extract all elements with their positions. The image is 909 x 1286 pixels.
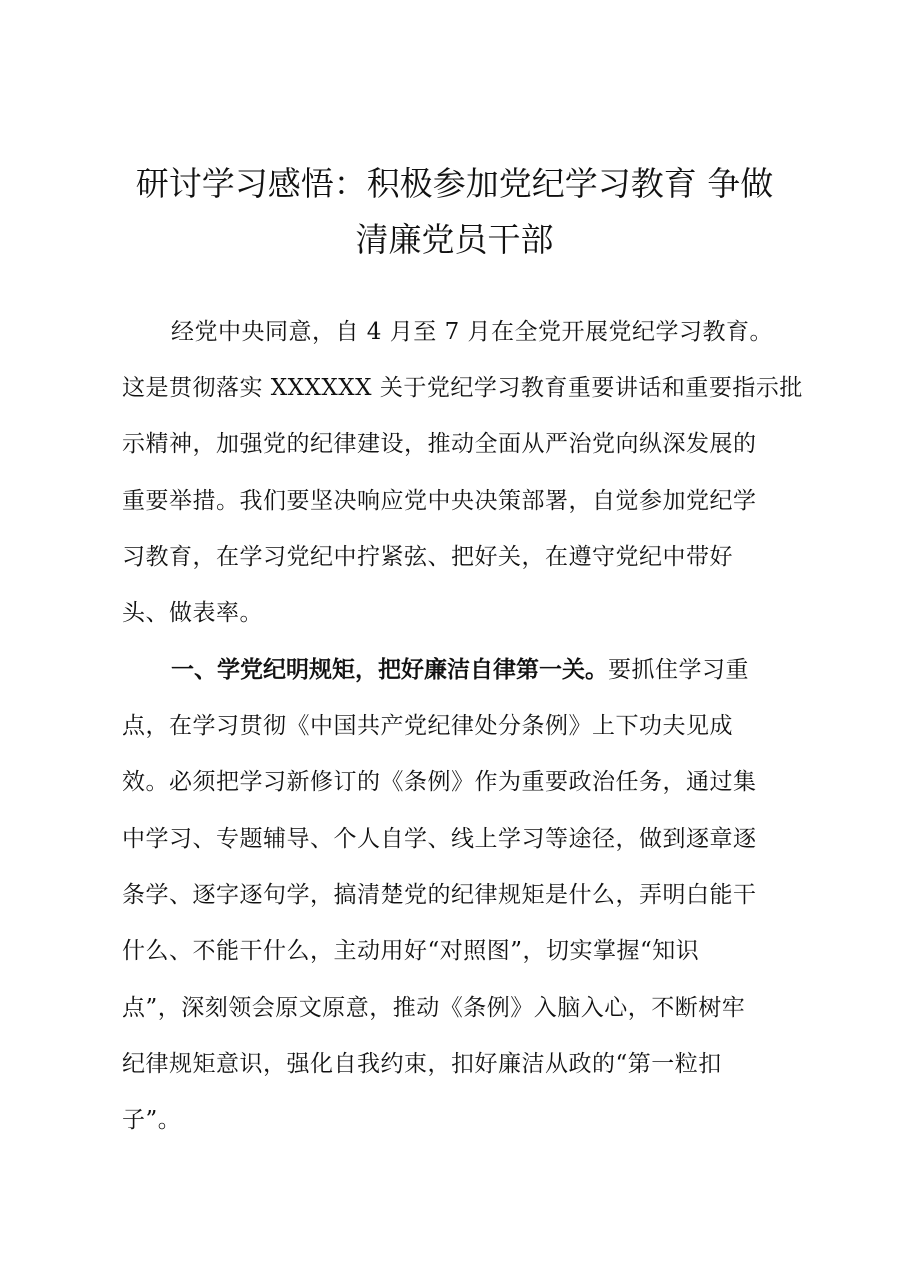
document-title-line-2: 清廉党员干部 — [355, 220, 554, 259]
paragraph-1-line-2: 这是贯彻落实 XXXXXX 关于党纪学习教育重要讲话和重要指示批 — [122, 375, 803, 401]
paragraph-2-line-1-rest: 要抓住学习重 — [608, 657, 749, 683]
paragraph-1-line-1: 经党中央同意，自 4 月至 7 月在全党开展党纪学习教育。 — [171, 319, 774, 345]
paragraph-2-line-6: 什么、不能干什么，主动用好“对照图”，切实掌握“知识 — [122, 938, 700, 964]
paragraph-1-line-4: 重要举措。我们要坚决响应党中央决策部署，自觉参加党纪学 — [122, 488, 757, 514]
document-title-line-1: 研讨学习感悟：积极参加党纪学习教育 争做 — [135, 164, 774, 203]
paragraph-2-line-4: 中学习、专题辅导、个人自学、线上学习等途径，做到逐章逐 — [122, 826, 757, 852]
paragraph-2-line-3: 效。必须把学习新修订的《条例》作为重要政治任务，通过集 — [122, 769, 757, 795]
section-heading: 一、学党纪明规矩，把好廉洁自律第一关。 — [171, 657, 608, 683]
paragraph-1-line-6: 头、做表率。 — [122, 600, 263, 626]
paragraph-2-line-9: 子”。 — [122, 1107, 182, 1133]
paragraph-2-line-5: 条学、逐字逐句学，搞清楚党的纪律规矩是什么，弄明白能干 — [122, 882, 757, 908]
paragraph-2-line-2: 点，在学习贯彻《中国共产党纪律处分条例》上下功夫见成 — [122, 713, 733, 739]
paragraph-2-line-7: 点”，深刻领会原文原意，推动《条例》入脑入心，不断树牢 — [122, 995, 746, 1021]
paragraph-1-line-5: 习教育，在学习党纪中拧紧弦、把好关，在遵守党纪中带好 — [122, 544, 733, 570]
paragraph-2-line-1 — [171, 654, 749, 686]
paragraph-1-line-3: 示精神，加强党的纪律建设，推动全面从严治党向纵深发展的 — [122, 431, 757, 457]
paragraph-2-line-8: 纪律规矩意识，强化自我约束，扣好廉洁从政的“第一粒扣 — [122, 1051, 722, 1077]
